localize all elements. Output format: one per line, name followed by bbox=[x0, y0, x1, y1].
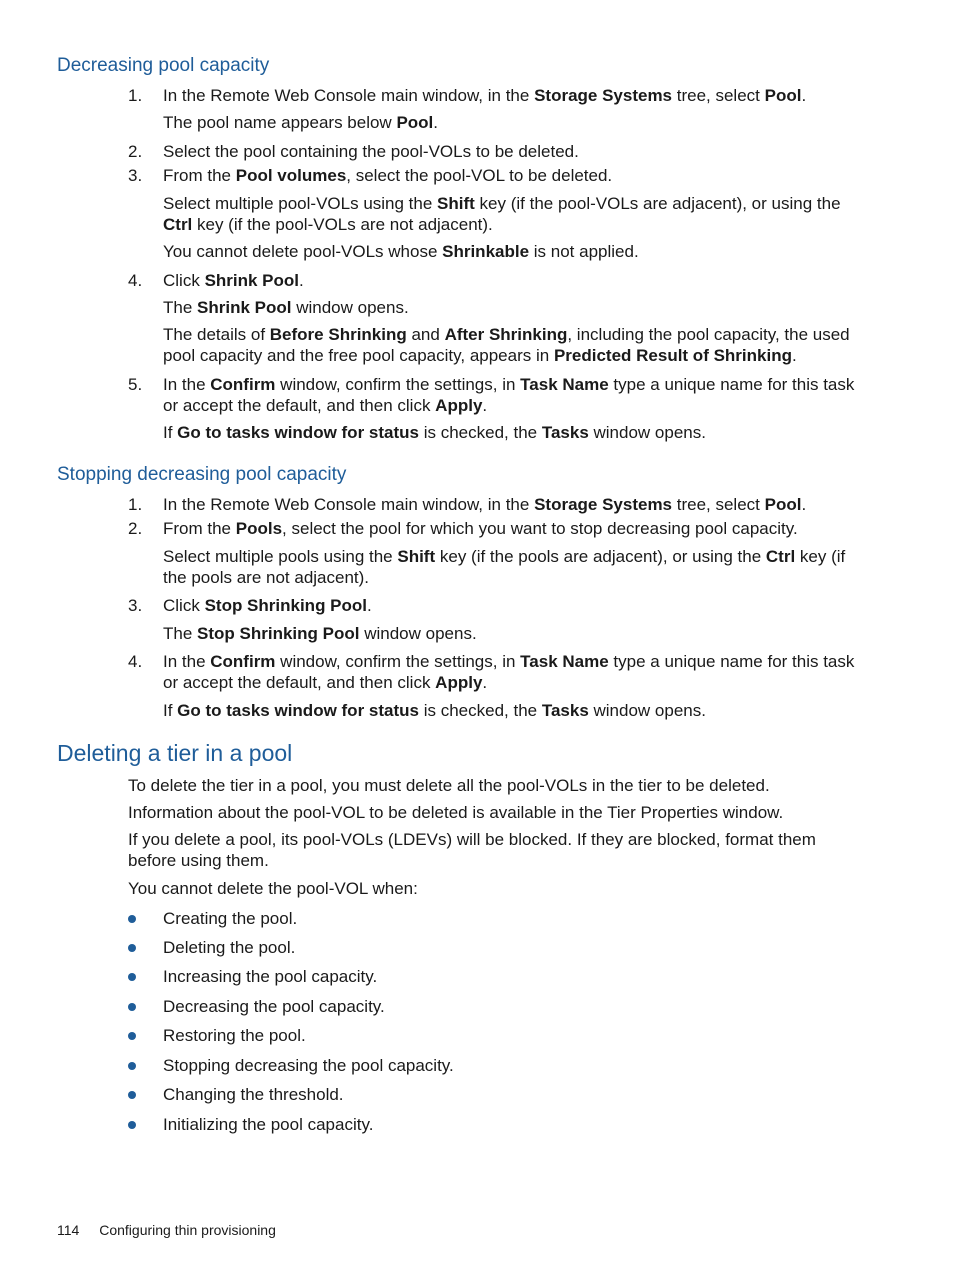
step-number: 4. bbox=[128, 652, 143, 671]
step-text: Click Stop Shrinking Pool. bbox=[163, 596, 372, 615]
bullet-icon bbox=[128, 973, 136, 981]
bullet-icon bbox=[128, 1003, 136, 1011]
paragraph: Information about the pool-VOL to be deleted is available in the Tier Properties window. bbox=[128, 803, 784, 822]
step-number: 1. bbox=[128, 86, 143, 105]
step-text: Select the pool containing the pool-VOLs to be deleted. bbox=[163, 142, 579, 161]
list-item: Increasing the pool capacity. bbox=[163, 967, 378, 986]
step-text: In the Confirm window, confirm the settings, in Task Name type a unique name for this task or accept the default, and then click Apply. bbox=[163, 652, 855, 692]
list-item: Decreasing the pool capacity. bbox=[163, 997, 385, 1016]
step-text: From the Pools, select the pool for which you want to stop decreasing pool capacity. bbox=[163, 519, 798, 538]
step-note: The details of Before Shrinking and After Shrinking, including the pool capacity, the used pool capacity and the free pool capacity, appears in Predicted Result of Shrinking. bbox=[163, 325, 850, 365]
step-number: 3. bbox=[128, 596, 143, 615]
step-number: 5. bbox=[128, 375, 143, 394]
step-note: The pool name appears below Pool. bbox=[163, 113, 439, 132]
section-heading-deleting-a-tier-in-a-pool: Deleting a tier in a pool bbox=[57, 740, 293, 766]
section-heading-stopping-decreasing-pool-capacity: Stopping decreasing pool capacity bbox=[57, 464, 347, 485]
section-heading-decreasing-pool-capacity: Decreasing pool capacity bbox=[57, 55, 270, 76]
step-text: In the Confirm window, confirm the settings, in Task Name type a unique name for this task or accept the default, and then click Apply. bbox=[163, 375, 855, 415]
step-note: If Go to tasks window for status is checked, the Tasks window opens. bbox=[163, 701, 706, 720]
list-item: Deleting the pool. bbox=[163, 938, 296, 957]
bullet-icon bbox=[128, 1121, 136, 1129]
bullet-icon bbox=[128, 944, 136, 952]
bullet-icon bbox=[128, 1091, 136, 1099]
step-number: 4. bbox=[128, 271, 143, 290]
list-item: Creating the pool. bbox=[163, 909, 298, 928]
list-item: Restoring the pool. bbox=[163, 1026, 306, 1045]
list-item: Initializing the pool capacity. bbox=[163, 1115, 374, 1134]
step-text: Click Shrink Pool. bbox=[163, 271, 304, 290]
step-number: 2. bbox=[128, 519, 143, 538]
step-text: In the Remote Web Console main window, in the Storage Systems tree, select Pool. bbox=[163, 86, 807, 105]
page-footer bbox=[57, 1222, 276, 1238]
step-number: 2. bbox=[128, 142, 143, 161]
bullet-icon bbox=[128, 915, 136, 923]
list-item: Stopping decreasing the pool capacity. bbox=[163, 1056, 454, 1075]
footer-title: Configuring thin provisioning bbox=[99, 1222, 276, 1238]
step-note: The Stop Shrinking Pool window opens. bbox=[163, 624, 477, 643]
step-note: The Shrink Pool window opens. bbox=[163, 298, 409, 317]
step-text: In the Remote Web Console main window, in the Storage Systems tree, select Pool. bbox=[163, 495, 807, 514]
paragraph: If you delete a pool, its pool-VOLs (LDEVs) will be blocked. If they are blocked, format them before using them. bbox=[128, 830, 816, 870]
step-note: Select multiple pools using the Shift key (if the pools are adjacent), or using the Ctrl key (if the pools are not adjacent). bbox=[163, 547, 846, 587]
bullet-icon bbox=[128, 1032, 136, 1040]
list-item: Changing the threshold. bbox=[163, 1085, 344, 1104]
step-note: Select multiple pool-VOLs using the Shift key (if the pool-VOLs are adjacent), or using the Ctrl key (if the pool-VOLs are not adjacent). bbox=[163, 194, 841, 234]
step-text: From the Pool volumes, select the pool-VOL to be deleted. bbox=[163, 166, 613, 185]
step-number: 1. bbox=[128, 495, 143, 514]
paragraph: To delete the tier in a pool, you must delete all the pool-VOLs in the tier to be deleted. bbox=[128, 776, 770, 795]
paragraph: You cannot delete the pool-VOL when: bbox=[128, 879, 418, 898]
bullet-icon bbox=[128, 1062, 136, 1070]
step-number: 3. bbox=[128, 166, 143, 185]
step-note: You cannot delete pool-VOLs whose Shrinkable is not applied. bbox=[163, 242, 639, 261]
step-note: If Go to tasks window for status is checked, the Tasks window opens. bbox=[163, 423, 706, 442]
page-number: 114 bbox=[57, 1222, 80, 1238]
